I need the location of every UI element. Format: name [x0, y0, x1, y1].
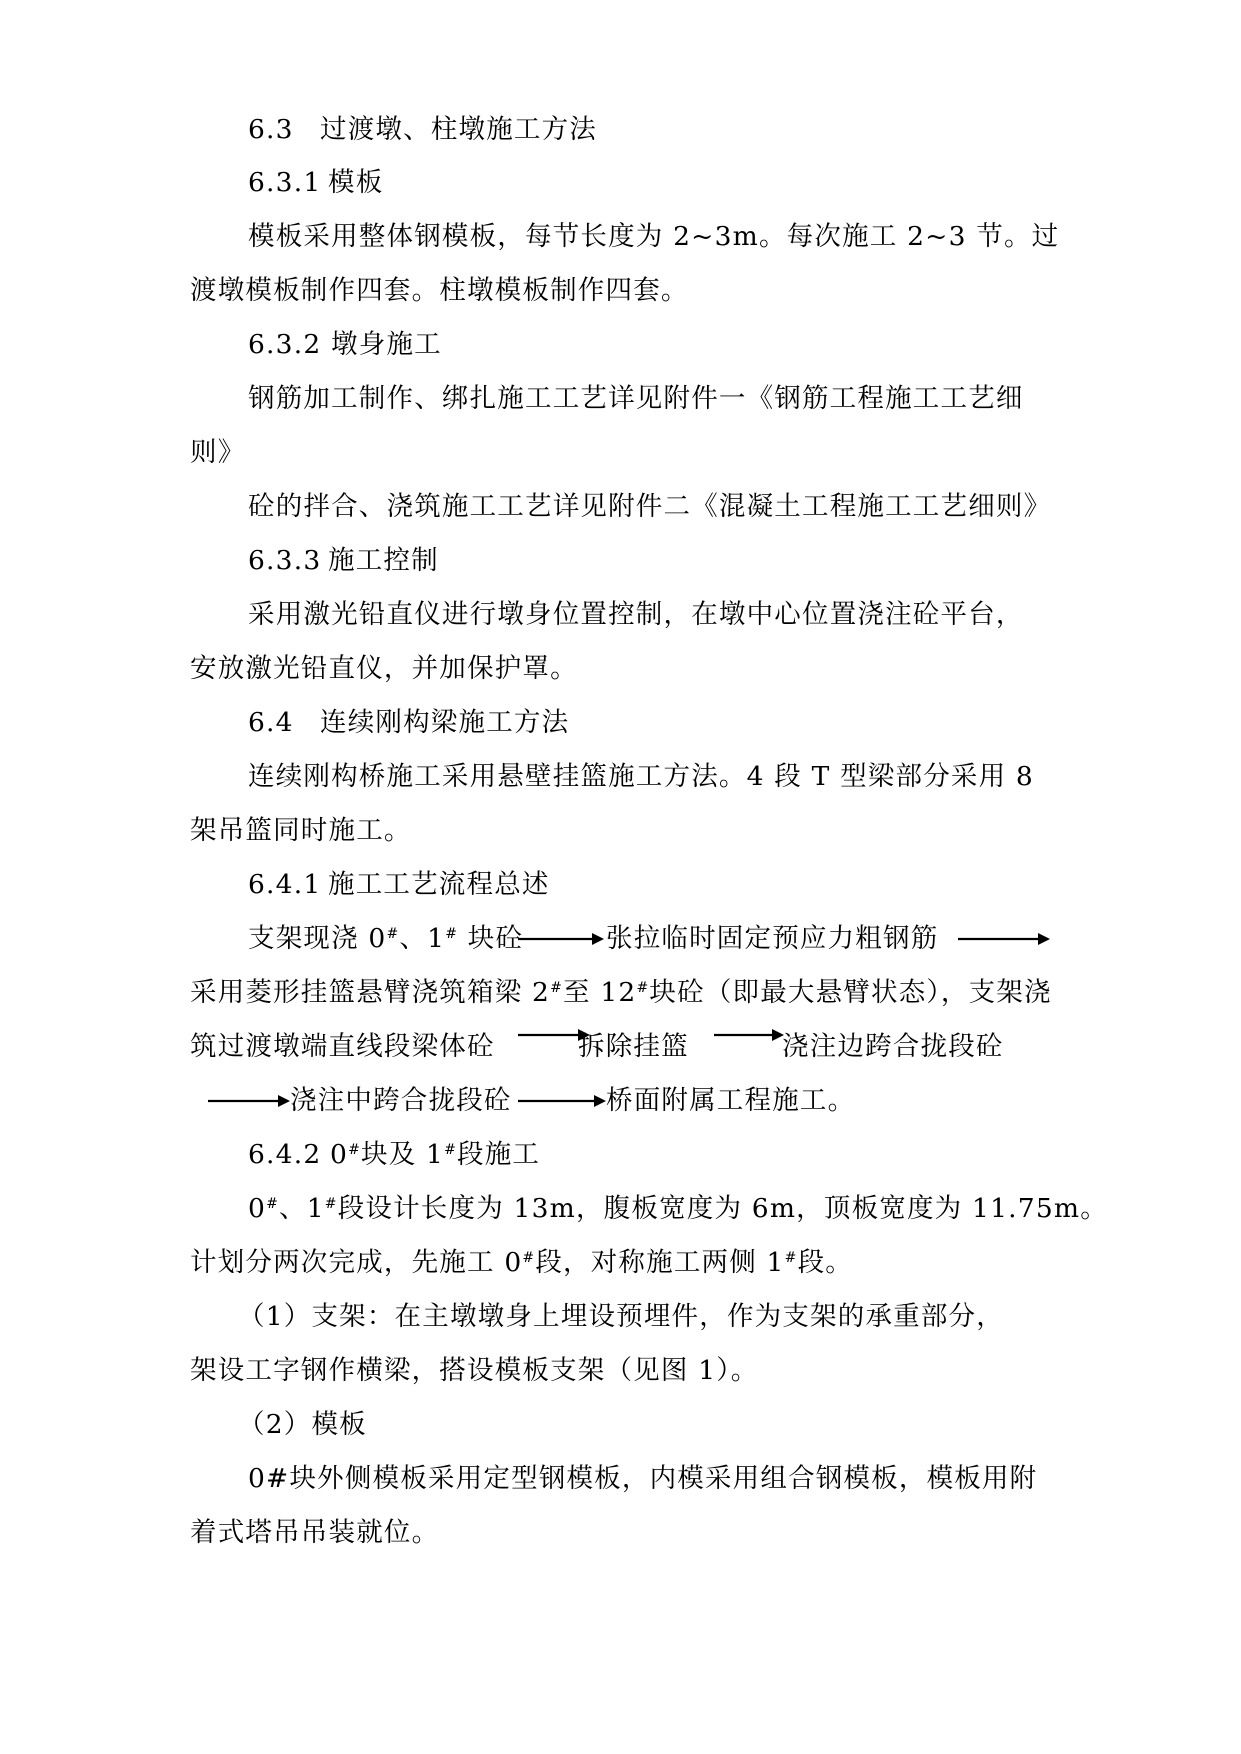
- paragraph-line: [248, 1192, 1108, 1226]
- heading-6-3-3: [248, 544, 439, 578]
- superscript: #: [386, 926, 400, 942]
- heading-6-4-1: [248, 868, 550, 902]
- flow-text: 至 12: [563, 977, 637, 1008]
- flow-arrow-icon: [208, 1091, 290, 1111]
- section-title: 连续刚构梁施工方法: [320, 707, 570, 738]
- section-title: 过渡墩、柱墩施工方法: [320, 114, 597, 145]
- paragraph-line: 0#块外侧模板采用定型钢模板，内模采用组合钢模板，模板用附: [248, 1463, 1038, 1494]
- flow-step: 张拉临时固定预应力粗钢筋: [606, 923, 939, 954]
- section-title: 施工工艺流程总述: [328, 869, 550, 900]
- section-title: 段施工: [457, 1139, 541, 1170]
- paragraph-line: 砼的拌合、浇筑施工工艺详见附件二《混凝土工程施工工艺细则》: [248, 491, 1052, 522]
- flow-text: 块砼: [458, 923, 524, 954]
- section-title: 施工控制: [328, 545, 439, 576]
- paragraph-line: 采用激光铅直仪进行墩身位置控制，在墩中心位置浇注砼平台，: [248, 599, 1024, 630]
- section-title: 0: [330, 1139, 349, 1170]
- section-number: 6.4.1: [248, 869, 322, 900]
- paragraph-line: 模板采用整体钢模板，每节长度为 2~3m。每次施工 2~3 节。过: [248, 221, 1060, 252]
- superscript: #: [445, 926, 459, 942]
- flow-text: 支架现浇 0: [248, 923, 387, 954]
- section-number: 6.3.3: [248, 545, 322, 576]
- paragraph-text: 段设计长度为 13m，腹板宽度为 6m，顶板宽度为 11.75m。: [337, 1193, 1108, 1224]
- paragraph-text: 段，对称施工两侧 1: [535, 1247, 785, 1278]
- paragraph-line: 渡墩模板制作四套。柱墩模板制作四套。: [190, 275, 689, 306]
- heading-6-4-2: [248, 1138, 540, 1172]
- paragraph-line: （1）支架：在主墩墩身上埋设预埋件，作为支架的承重部分，: [238, 1301, 1004, 1332]
- flow-arrow-icon: [518, 929, 604, 949]
- superscript: #: [522, 1250, 536, 1266]
- heading-6-3: [248, 113, 597, 147]
- flow-arrow-icon: [958, 929, 1050, 949]
- flow-step: 筑过渡墩端直线段梁体砼: [190, 1031, 495, 1062]
- flow-text: 采用菱形挂篮悬臂浇筑箱梁 2: [190, 977, 551, 1008]
- flow-step: 浇注边跨合拢段砼: [782, 1031, 1004, 1062]
- paragraph-line: 安放激光铅直仪，并加保护罩。: [190, 653, 578, 684]
- paragraph-text: 计划分两次完成，先施工 0: [190, 1247, 523, 1278]
- section-title: 模板: [328, 167, 384, 198]
- paragraph-line: 架吊篮同时施工。: [190, 815, 412, 846]
- subheading-formwork: （2）模板: [238, 1409, 367, 1440]
- superscript: #: [784, 1250, 798, 1266]
- superscript: #: [324, 1196, 338, 1212]
- superscript: #: [266, 1196, 279, 1212]
- paragraph-line: 钢筋加工制作、绑扎施工工艺详见附件一《钢筋工程施工工艺细: [248, 383, 1024, 414]
- superscript: #: [444, 1142, 458, 1158]
- flow-text: 、1: [399, 923, 446, 954]
- section-number: 6.3.1: [248, 167, 322, 198]
- superscript: #: [636, 980, 650, 996]
- section-number: 6.3: [248, 114, 294, 145]
- paragraph-line: 架设工字钢作横梁，搭设模板支架（见图 1）。: [190, 1355, 759, 1386]
- paragraph-text: 0: [248, 1193, 267, 1224]
- flow-step: 浇注中跨合拢段砼: [290, 1085, 512, 1116]
- paragraph-text: 段。: [797, 1247, 853, 1278]
- section-title: 块及 1: [361, 1139, 445, 1170]
- paragraph-line: 则》: [190, 437, 246, 468]
- section-number: 6.4: [248, 707, 294, 738]
- flow-arrow-icon: [714, 1025, 784, 1045]
- superscript: #: [348, 1142, 361, 1158]
- heading-6-3-2: 6.3.2 墩身施工: [248, 329, 442, 360]
- paragraph-text: 、1: [279, 1193, 325, 1224]
- heading-6-4: [248, 706, 569, 740]
- paragraph-line: 着式塔吊吊装就位。: [190, 1517, 440, 1548]
- paragraph-line: 连续刚构桥施工采用悬壁挂篮施工方法。4 段 T 型梁部分采用 8: [248, 761, 1034, 792]
- flow-step: 拆除挂篮: [578, 1031, 689, 1062]
- flow-arrow-icon: [518, 1091, 606, 1111]
- flow-text: 块砼（即最大悬臂状态），支架浇: [649, 977, 1052, 1008]
- flow-step: 桥面附属工程施工。: [606, 1085, 856, 1116]
- flow-line-2: [190, 976, 1052, 1010]
- superscript: #: [550, 980, 564, 996]
- heading-6-3-1: [248, 166, 383, 200]
- section-number: 6.4.2: [248, 1139, 322, 1170]
- paragraph-line: [190, 1246, 853, 1280]
- flow-line-1: [248, 922, 523, 956]
